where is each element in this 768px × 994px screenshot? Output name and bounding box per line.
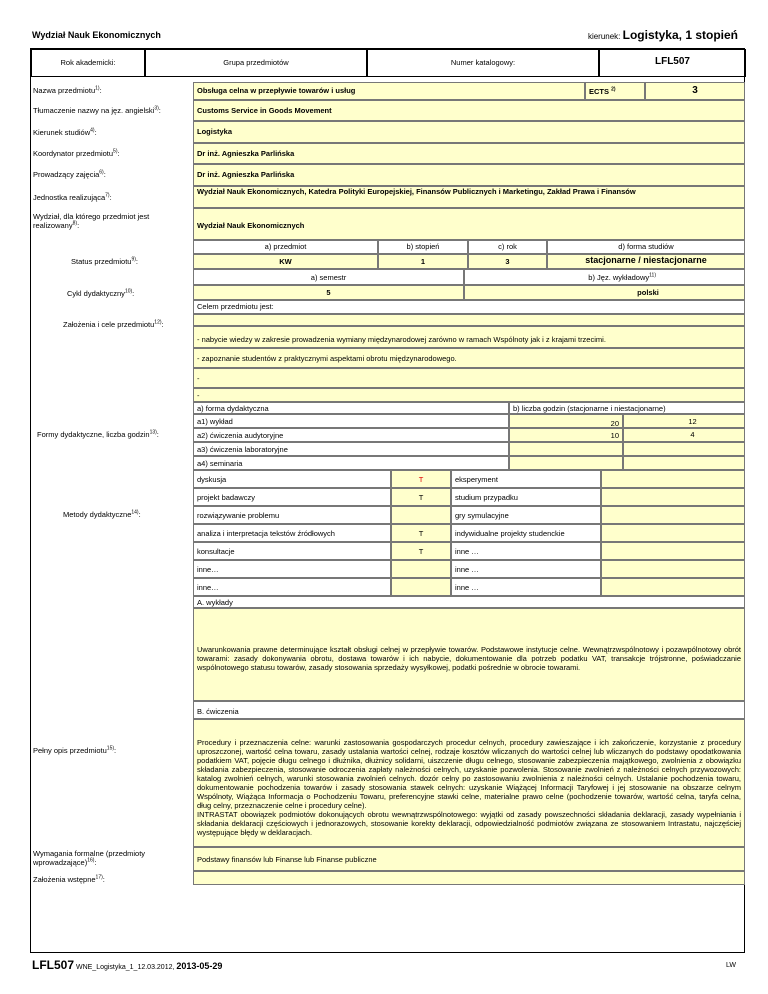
footer-date: 2013-05-29: [176, 961, 223, 971]
prereq-label-text: Założenia wstępne: [33, 875, 96, 884]
footer-code: LFL507: [32, 958, 75, 972]
direction-title: Logistyka, 1 stopień: [622, 28, 738, 42]
coordinator-value: Dr inż. Agnieszka Parlińska: [193, 143, 745, 164]
catalog-number: LFL507: [599, 49, 746, 77]
forms-label: Formy dydaktyczne, liczba godzin$^{13)}$:: [37, 429, 159, 439]
lectures-title: A. wykłady: [193, 596, 745, 608]
forms-form-header: a) forma dydaktyczna: [193, 402, 509, 414]
goals-intro: Celem przedmiotu jest:: [193, 300, 745, 314]
methods-label: Metody dydaktyczne$^{14)}$:: [63, 509, 141, 519]
method-left: inne…: [193, 560, 391, 578]
cycle-semester-header: a) semestr: [193, 269, 464, 285]
form-row-stac: 10: [509, 428, 623, 442]
coordinator-sup: 5): [113, 148, 118, 155]
goal-item: -: [193, 388, 745, 402]
method-left: dyskusja: [193, 470, 391, 488]
goals-sup: 12): [154, 319, 162, 326]
method-left-mark: T: [391, 524, 451, 542]
coordinator-label: Koordynator przedmiotu$^{5)}$:: [33, 148, 120, 158]
subject-name: Obsługa celna w przepływie towarów i usług: [193, 82, 585, 100]
requirements-label-text: Wymagania formalne (przedmioty wprowadzające): [33, 849, 146, 867]
coordinator-label-text: Koordynator przedmiotu: [33, 149, 114, 158]
status-year-header: c) rok: [468, 240, 547, 254]
method-right-mark: [601, 524, 745, 542]
status-label-text: Status przedmiotu: [71, 257, 132, 266]
forms-sup: 13): [149, 429, 157, 436]
direction-prefix: kierunek:: [587, 32, 621, 41]
form-row-stac: [509, 456, 623, 470]
group-label: Grupa przedmiotów: [145, 49, 367, 77]
status-sup: 9): [131, 256, 136, 263]
goal-item: - nabycie wiedzy w zakresie prowadzenia wymiany międzynarodowej zarówno w ramach Wspólnoty jak i z krajami trzecimi.: [193, 326, 745, 348]
faculty-value: Wydział Nauk Ekonomicznych: [193, 208, 745, 240]
form-row-niestac: [623, 456, 745, 470]
cycle-language-header-text: b) Jęz. wykładowy: [588, 273, 650, 282]
prereq-value: [193, 871, 745, 885]
faculty-label: Wydział, dla którego przedmiot jest realizowany$^{8)}$:: [33, 212, 150, 230]
requirements-label: Wymagania formalne (przedmioty wprowadzające)$^{16)}$:: [33, 849, 146, 867]
name-label-text: Nazwa przedmiotu: [33, 86, 96, 95]
cycle-label-text: Cykl dydaktyczny: [67, 289, 125, 298]
method-right-mark: [601, 506, 745, 524]
faculty-label-text: Wydział, dla którego przedmiot jest realizowany: [33, 212, 150, 230]
status-form-value: stacjonarne / niestacjonarne: [547, 254, 745, 269]
method-right: inne …: [451, 542, 601, 560]
direction-sup: 4): [90, 127, 95, 134]
form-row-name: a3) ćwiczenia laboratoryjne: [193, 442, 509, 456]
goals-spacer: [193, 314, 745, 326]
form-row-name: a1) wykład: [193, 414, 509, 428]
form-row-stac: [509, 442, 623, 456]
requirements-sup: 16): [87, 857, 95, 864]
methods-sup: 14): [131, 509, 139, 516]
method-right: inne …: [451, 560, 601, 578]
unit-value: Wydział Nauk Ekonomicznych, Katedra Polityki Europejskiej, Finansów Publicznych i Marketingu, Zakład Prawa i Finansów: [193, 186, 745, 208]
method-left-mark: T: [391, 470, 451, 488]
translation-value: Customs Service in Goods Movement: [193, 100, 745, 121]
ects-label-text: ECTS: [589, 87, 610, 96]
cycle-label: Cykl dydaktyczny$^{10)}$:: [67, 288, 135, 298]
exercises-text: Procedury i przeznaczenia celne: warunki zastosowania gospodarczych procedur celnych, procedury zawieszające i ich zakończenie, korzystanie z procedury uproszczonej, wartość celna towaru, zasady ustalania wartości celnej, rodzaje kosztów wliczanych do wartości celnej lub wliczanych do podstawy opodatkowania podatkiem VAT, pojęcie długu celnego i dłużnika, dłużnicy solidarni, uiszczenie długu celnego, stosowanie zabezpieczenia majątkowego, zwolnienia z obowiązku składania zabezpieczenia, stosowanie odroczenia zapłaty należności celnych, uzyskanie pozwolenia. Stosowanie zwolnień z należności celnych przywozowych: katalog zwolnień celnych, warunki stosowania zwolnień celnych. dozór celny po zastosowaniu zwolnienia z należności celnych. Ustalanie pochodzenia towaru, dokumentowanie pochodzenia towarów i zasady stosowania stawek celnych: uzyskanie Wiążącej Informacji Taryfowej i jej stosowanie na obszarze celnym Wspólnoty, Wiążąca Informacja o Pochodzeniu Towaru, preferencyjne stawki celne, materialne prawo celne (pochodzenie towarów, wartość celna, taryfa celna, dług celny, przeznaczenie celne i procedury celne). INTRASTAT obowiązek podmiotów dokonujących obrotu wewnątrzwspólnotowego: wyjątki od zasady powszechności składania deklaracji, zasady wypełniania i składania deklaracji częściowych i jednorazowych, stosowanie korekty deklaracji, odpowiedzialność podmiotów związana ze stosowaniem Intrastatu, najczęściej występujące błędy w deklaracjach.: [193, 719, 745, 847]
description-label-text: Pełny opis przedmiotu: [33, 746, 107, 755]
status-form-header: d) forma studiów: [547, 240, 745, 254]
method-left-mark: [391, 578, 451, 596]
lecturer-sup: 6): [99, 169, 104, 176]
translation-label: Tłumaczenie nazwy na jęz. angielski$^{3)}$:: [33, 105, 161, 115]
method-right-mark: [601, 470, 745, 488]
unit-label: Jednostka realizująca$^{7)}$:: [33, 192, 112, 202]
method-left: projekt badawczy: [193, 488, 391, 506]
footer-info: [32, 958, 222, 972]
ects-label: [585, 82, 645, 100]
forms-hours-header: b) liczba godzin (stacjonarne i niestacjonarne): [509, 402, 745, 414]
method-right-mark: [601, 542, 745, 560]
catalog-label: Numer katalogowy:: [367, 49, 599, 77]
status-subject-header: a) przedmiot: [193, 240, 378, 254]
goals-label-text: Założenia i cele przedmiotu: [63, 320, 155, 329]
method-right: gry symulacyjne: [451, 506, 601, 524]
cycle-sup: 10): [124, 288, 133, 295]
method-right: indywidualne projekty studenckie: [451, 524, 601, 542]
academic-year-label: Rok akademicki:: [31, 49, 145, 77]
goals-label: Założenia i cele przedmiotu$^{12)}$:: [63, 319, 164, 329]
faculty-header: Wydział Nauk Ekonomicznych: [32, 30, 161, 40]
unit-sup: 7): [105, 192, 110, 199]
method-left: analiza i interpretacja tekstów źródłowych: [193, 524, 391, 542]
method-left-mark: [391, 560, 451, 578]
ects-value: 3: [645, 82, 745, 100]
lecturer-label: Prowadzący zajęcia$^{6)}$:: [33, 169, 106, 179]
lecturer-label-text: Prowadzący zajęcia: [33, 170, 100, 179]
translation-label-text: Tłumaczenie nazwy na jęz. angielski: [33, 106, 155, 115]
direction-label: Kierunek studiów$^{4)}$:: [33, 127, 97, 137]
name-label: Nazwa przedmiotu$^{1)}$:: [33, 85, 102, 95]
faculty-sup: 8): [72, 220, 78, 227]
requirements-value: Podstawy finansów lub Finanse lub Finanse publiczne: [193, 847, 745, 871]
cycle-semester-value: 5: [193, 285, 464, 300]
status-year-value: 3: [468, 254, 547, 269]
method-right: studium przypadku: [451, 488, 601, 506]
method-left: konsultacje: [193, 542, 391, 560]
footer-file: WNE_Logistyka_1_12.03.2012,: [75, 964, 175, 971]
method-left-mark: [391, 506, 451, 524]
method-left-mark: T: [391, 488, 451, 506]
method-right: inne …: [451, 578, 601, 596]
method-left-mark: T: [391, 542, 451, 560]
cycle-language-sup: 11): [649, 272, 656, 279]
description-label: Pełny opis przedmiotu$^{15)}$:: [33, 745, 117, 755]
forms-label-text: Formy dydaktyczne, liczba godzin: [37, 430, 150, 439]
cycle-language-value: polski: [464, 285, 745, 300]
goal-item: - zapoznanie studentów z praktycznymi aspektami obrotu międzynarodowego.: [193, 348, 745, 368]
method-right: eksperyment: [451, 470, 601, 488]
method-right-mark: [601, 578, 745, 596]
direction-label-text: Kierunek studiów: [33, 128, 91, 137]
translation-sup: 3): [154, 105, 159, 112]
form-row-name: a2) ćwiczenia audytoryjne: [193, 428, 509, 442]
footer-initials: LW: [726, 962, 736, 969]
exercises-title: B. ćwiczenia: [193, 701, 745, 719]
status-label: Status przedmiotu$^{9)}$:: [71, 256, 138, 266]
description-sup: 15): [106, 745, 115, 752]
form-row-stac: 20: [509, 414, 623, 428]
syllabus-form: [30, 48, 745, 953]
method-left: inne…: [193, 578, 391, 596]
status-subject-value: KW: [193, 254, 378, 269]
form-row-niestac: 4: [623, 428, 745, 442]
method-right-mark: [601, 560, 745, 578]
method-left: rozwiązywanie problemu: [193, 506, 391, 524]
unit-label-text: Jednostka realizująca: [33, 193, 106, 202]
prereq-label: Założenia wstępne$^{17)}$:: [33, 874, 105, 884]
form-row-niestac: [623, 442, 745, 456]
method-right-mark: [601, 488, 745, 506]
cycle-language-header: [464, 269, 745, 285]
lectures-text: Uwarunkowania prawne determinujące kształt obsługi celnej w przepływie towarów. Podstawowe instytucje celne. Wewnątrzwspólnotowy i pozawpólnotowy obrót towarami: zasady dokonywania obrotu, dostawa towarów i ich nabycie, dokumentowanie dla potrzeb podatku VAT, transakcje trójstronne, poświadczanie wspólnotowego statusu towarów, zasady stosowania sprzedaży wysyłkowej, podatki pośrednie w obrocie towarami.: [193, 608, 745, 701]
name-sup: 1): [95, 85, 100, 92]
form-row-niestac: 12: [623, 414, 745, 428]
ects-sup: 2): [611, 86, 616, 93]
direction-header: [588, 28, 738, 42]
methods-label-text: Metody dydaktyczne: [63, 510, 132, 519]
direction-value: Logistyka: [193, 121, 745, 143]
status-level-value: 1: [378, 254, 468, 269]
goal-item: -: [193, 368, 745, 388]
prereq-sup: 17): [95, 874, 103, 881]
form-row-name: a4) seminaria: [193, 456, 509, 470]
lecturer-value: Dr inż. Agnieszka Parlińska: [193, 164, 745, 186]
status-level-header: b) stopień: [378, 240, 468, 254]
